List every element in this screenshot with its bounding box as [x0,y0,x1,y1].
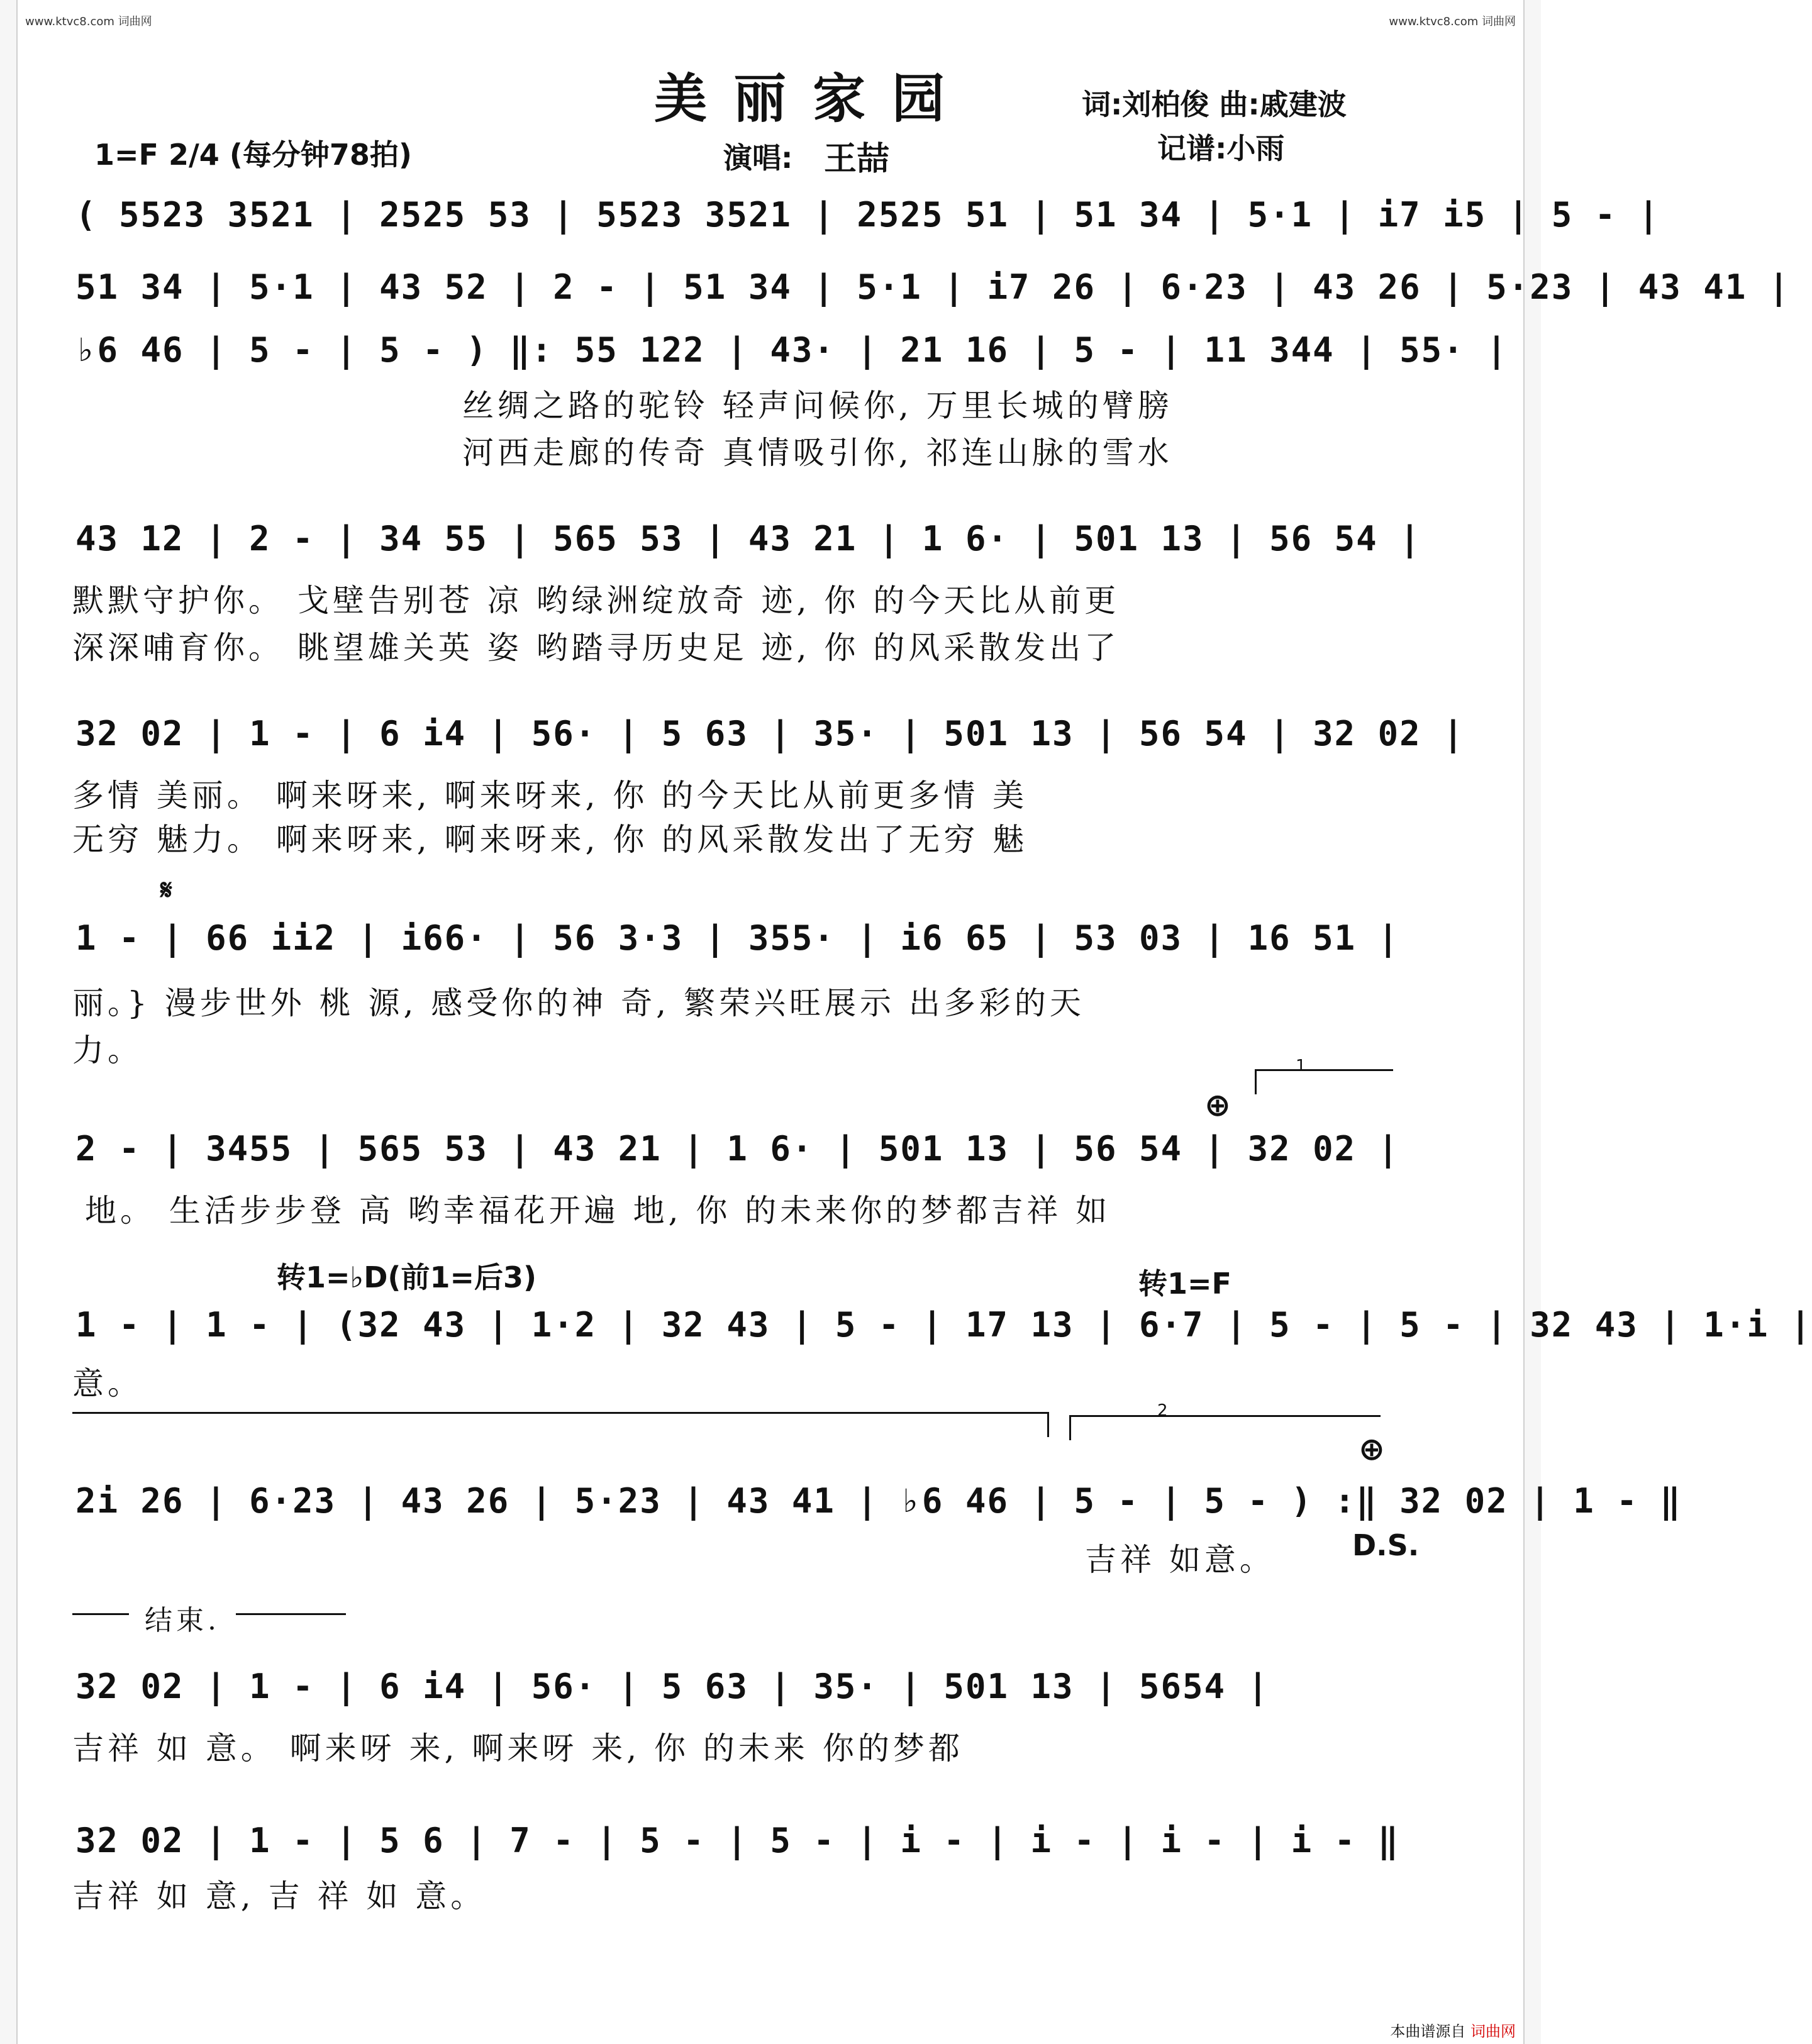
volta-2-bracket [1069,1415,1381,1417]
score-row-3: ♭6 46 | 5 - | 5 - ) ‖: 55 122 | 43· | 21 16 | 5 - | 11 344 | 55· | [75,330,1508,370]
lyric-4b: 深深哺育你。 眺望雄关英 姿 哟踏寻历史足 迹, 你 的风采散发出了 [72,630,1120,666]
score-row-6: 1 - | 66 ii2 | i66· | 56 3·3 | 355· | i6 65 | 53 03 | 16 51 | [75,918,1400,958]
key-tempo: 1=F 2/4 (每分钟78拍) [94,138,412,172]
volta-long-bracket-end [1047,1412,1049,1437]
score-row-1: ( 5523 3521 | 2525 53 | 5523 3521 | 2525 51 | 51 34 | 5·1 | i7 i5 | 5 - | [75,195,1660,235]
lyric-6a: 丽。} 漫步世外 桃 源, 感受你的神 奇, 繁荣兴旺展示 出多彩的天 [72,985,1085,1021]
score-row-5: 32 02 | 1 - | 6 i4 | 56· | 5 63 | 35· | 501 13 | 56 54 | 32 02 | [75,714,1465,753]
volta-long-bracket [72,1412,1047,1414]
end-line-left [72,1613,129,1615]
site-label-right: www.ktvc8.com 词曲网 [1389,15,1516,28]
footer-source [1390,2019,1516,2041]
score-row-2: 51 34 | 5·1 | 43 52 | 2 - | 51 34 | 5·1 | i7 26 | 6·23 | 43 26 | 5·23 | 43 41 | [75,267,1791,307]
lyric-3b: 河西走廊的传奇 真情吸引你, 祁连山脉的雪水 [462,435,1173,471]
score-row-4: 43 12 | 2 - | 34 55 | 565 53 | 43 21 | 1 6· | 501 13 | 56 54 | [75,519,1421,558]
score-row-11: 32 02 | 1 - | 5 6 | 7 - | 5 - | 5 - | i - | i - | i - | i - ‖ [75,1821,1400,1860]
ds-marking: D.S. [1352,1528,1420,1562]
volta-2-number: 2 [1157,1401,1168,1420]
lyric-10a: 吉祥 如 意。 啊来呀 来, 啊来呀 来, 你 的未来 你的梦都 [72,1730,964,1767]
lyric-7a: 地。 生活步步登 高 哟幸福花开遍 地, 你 的未来你的梦都吉祥 如 [85,1192,1111,1229]
score-row-10: 32 02 | 1 - | 6 i4 | 56· | 5 63 | 35· | 501 13 | 5654 | [75,1667,1270,1706]
end-line-right [236,1613,346,1615]
credits: 词:刘柏俊 曲:戚建波 [1082,87,1347,121]
volta-1-number: 1 [1296,1057,1306,1075]
lyric-4a: 默默守护你。 戈壁告别苍 凉 哟绿洲绽放奇 迹, 你 的今天比从前更 [72,582,1120,619]
lyric-6b: 力。 [72,1032,143,1069]
score-row-8: 1 - | 1 - | (32 43 | 1·2 | 32 43 | 5 - | 17 13 | 6·7 | 5 - | 5 - | 32 43 | 1·i | [75,1305,1812,1345]
transcriber: 记谱:小雨 [1157,131,1285,165]
left-border [0,0,18,2044]
page-title: 美丽家园 [654,67,972,130]
end-label: 结束. [145,1604,220,1636]
lyric-3a: 丝绸之路的驼铃 轻声问候你, 万里长城的臂膀 [462,387,1173,424]
coda-sign-1: ⊕ [1204,1087,1231,1123]
footer-source-text: 本曲谱源自 [1390,2023,1466,2040]
lyric-5a: 多情 美丽。 啊来呀来, 啊来呀来, 你 的今天比从前更多情 美 [72,777,1028,814]
lyric-11a: 吉祥 如 意, 吉 祥 如 意。 [72,1878,486,1914]
lyric-9a: 吉祥 如意。 [1085,1541,1275,1578]
modulation-1: 转1=♭D(前1=后3) [277,1260,537,1294]
modulation-2: 转1=F [1138,1267,1231,1301]
segno-sign: 𝄋 [160,874,172,906]
singer-label: 演唱: [723,141,793,175]
coda-sign-2: ⊕ [1359,1431,1385,1467]
volta-1-bracket-end [1255,1069,1257,1094]
volta-2-bracket-start [1069,1415,1071,1440]
score-row-7: 2 - | 3455 | 565 53 | 43 21 | 1 6· | 501 13 | 56 54 | 32 02 | [75,1129,1400,1169]
lyric-5b: 无穷 魅力。 啊来呀来, 啊来呀来, 你 的风采散发出了无穷 魅 [72,821,1028,858]
singer: 王喆 [824,140,890,178]
lyric-8a: 意。 [72,1365,143,1402]
score-row-9: 2i 26 | 6·23 | 43 26 | 5·23 | 43 41 | ♭6 46 | 5 - | 5 - ) :‖ 32 02 | 1 - ‖ [75,1481,1682,1521]
footer-brand-link[interactable]: 词曲网 [1470,2023,1516,2040]
volta-1-bracket [1255,1069,1393,1071]
site-label-left: www.ktvc8.com 词曲网 [25,15,152,28]
